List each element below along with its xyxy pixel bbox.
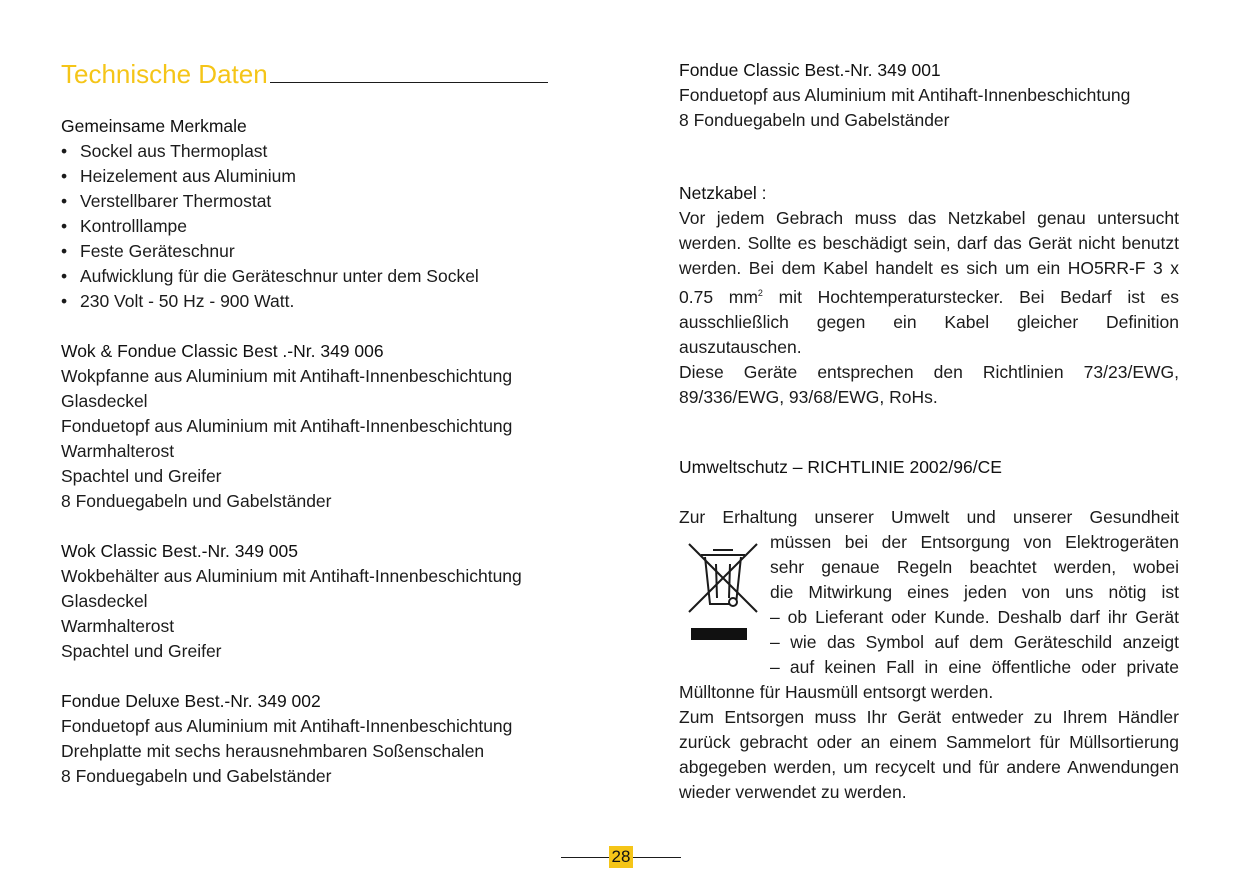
text-line: Warmhalterost (61, 616, 175, 636)
text-line: Spachtel und Greifer (61, 466, 222, 486)
text-line: – ob Lieferant oder Kunde. Deshalb darf ihr Gerät (770, 607, 1179, 627)
wrap-text (770, 530, 1179, 680)
page-number-rule-right (633, 857, 681, 858)
text-line: 8 Fonduegabeln und Gabelständer (61, 766, 332, 786)
wok-fondue-section (61, 339, 512, 514)
weee-wrap-block (679, 530, 1179, 680)
feature-list (61, 139, 479, 314)
page-title: Technische Daten (61, 58, 554, 90)
paragraph: Vor jedem Gebrach muss das Netzkabel genau untersucht werden. Sollte es beschädigt sein, darf das Gerät nicht benutzt werden. Bei dem Kabel handelt es sich um ein HO5RR-F 3 x 0.75 $mm^2$ mit Hochtemperaturstecker. Bei Bedarf ist es ausschließlich gegen ein Kabel gleicher Definition auszutauschen. (679, 208, 1179, 357)
section-heading: Wok Classic Best.-Nr. 349 005 (61, 541, 298, 561)
text-line: Spachtel und Greifer (61, 641, 222, 661)
paragraph: Zum Entsorgen muss Ihr Gerät entweder zu Ihrem Händler zurück gebracht oder an einem Sammelort für Müllsortierung abgegeben werden, um recycelt und für andere Anwendungen wieder verwendet zu werden. (679, 707, 1179, 802)
text-line: sehr genaue Regeln beachtet werden, wobei (770, 557, 1179, 577)
list-item: • Heizelement aus Aluminium (61, 164, 479, 189)
common-features-section (61, 114, 479, 314)
text-line: Glasdeckel (61, 391, 148, 411)
umweltschutz-body (679, 505, 1179, 805)
text-line: Mülltonne für Hausmüll entsorgt werden. (679, 682, 994, 702)
page-number-rule-left (561, 857, 609, 858)
text-line: Zur Erhaltung unserer Umwelt und unserer Gesundheit (679, 507, 1179, 527)
list-item: • Aufwicklung für die Geräteschnur unter dem Sockel (61, 264, 479, 289)
text-line: Fonduetopf aus Aluminium mit Antihaft-Innenbeschichtung (61, 416, 513, 436)
text-line: Glasdeckel (61, 591, 148, 611)
text-line: Fonduetopf aus Aluminium mit Antihaft-Innenbeschichtung (61, 716, 513, 736)
text-line: müssen bei der Entsorgung von Elektrogeräten (770, 532, 1179, 552)
list-item: • Sockel aus Thermoplast (61, 139, 479, 164)
section-heading: Wok & Fondue Classic Best .-Nr. 349 006 (61, 341, 384, 361)
text-line: die Mitwirkung eines jeden von uns nötig ist (770, 582, 1179, 602)
fondue-classic-section (679, 58, 1179, 133)
text-line: – wie das Symbol auf dem Geräteschild anzeigt (770, 632, 1179, 652)
fondue-deluxe-section (61, 689, 512, 789)
list-item: • Feste Geräteschnur (61, 239, 479, 264)
section-heading: Gemeinsame Merkmale (61, 116, 247, 136)
page-number: 28 (609, 846, 633, 868)
list-item: • 230 Volt - 50 Hz - 900 Watt. (61, 289, 479, 314)
paragraph: Diese Geräte entsprechen den Richtlinien 73/23/EWG, 89/336/EWG, 93/68/EWG, RoHs. (679, 361, 1179, 407)
text-line: Drehplatte mit sechs herausnehmbaren Soßenschalen (61, 741, 485, 761)
section-heading: Netzkabel : (679, 183, 767, 203)
umweltschutz-heading-block (679, 455, 1179, 480)
section-heading: Fondue Deluxe Best.-Nr. 349 002 (61, 691, 321, 711)
weee-crossed-bin-icon (683, 540, 763, 650)
text-line: Fonduetopf aus Aluminium mit Antihaft-Innenbeschichtung (679, 85, 1131, 105)
list-item: • Verstellbarer Thermostat (61, 189, 479, 214)
text-line: Wokpfanne aus Aluminium mit Antihaft-Innenbeschichtung (61, 366, 513, 386)
text-line: Wokbehälter aus Aluminium mit Antihaft-Innenbeschichtung (61, 566, 522, 586)
wok-classic-section (61, 539, 522, 664)
section-heading: Fondue Classic Best.-Nr. 349 001 (679, 60, 941, 80)
text-line: 8 Fonduegabeln und Gabelständer (679, 110, 950, 130)
text-line: – auf keinen Fall in eine öffentliche oder private (770, 657, 1179, 677)
netzkabel-section (679, 181, 1179, 410)
list-item: • Kontrolllampe (61, 214, 479, 239)
title-underline (270, 81, 548, 83)
text-line: 8 Fonduegabeln und Gabelständer (61, 491, 332, 511)
text-line: Warmhalterost (61, 441, 175, 461)
section-heading: Umweltschutz – RICHTLINIE 2002/96/CE (679, 457, 1002, 477)
